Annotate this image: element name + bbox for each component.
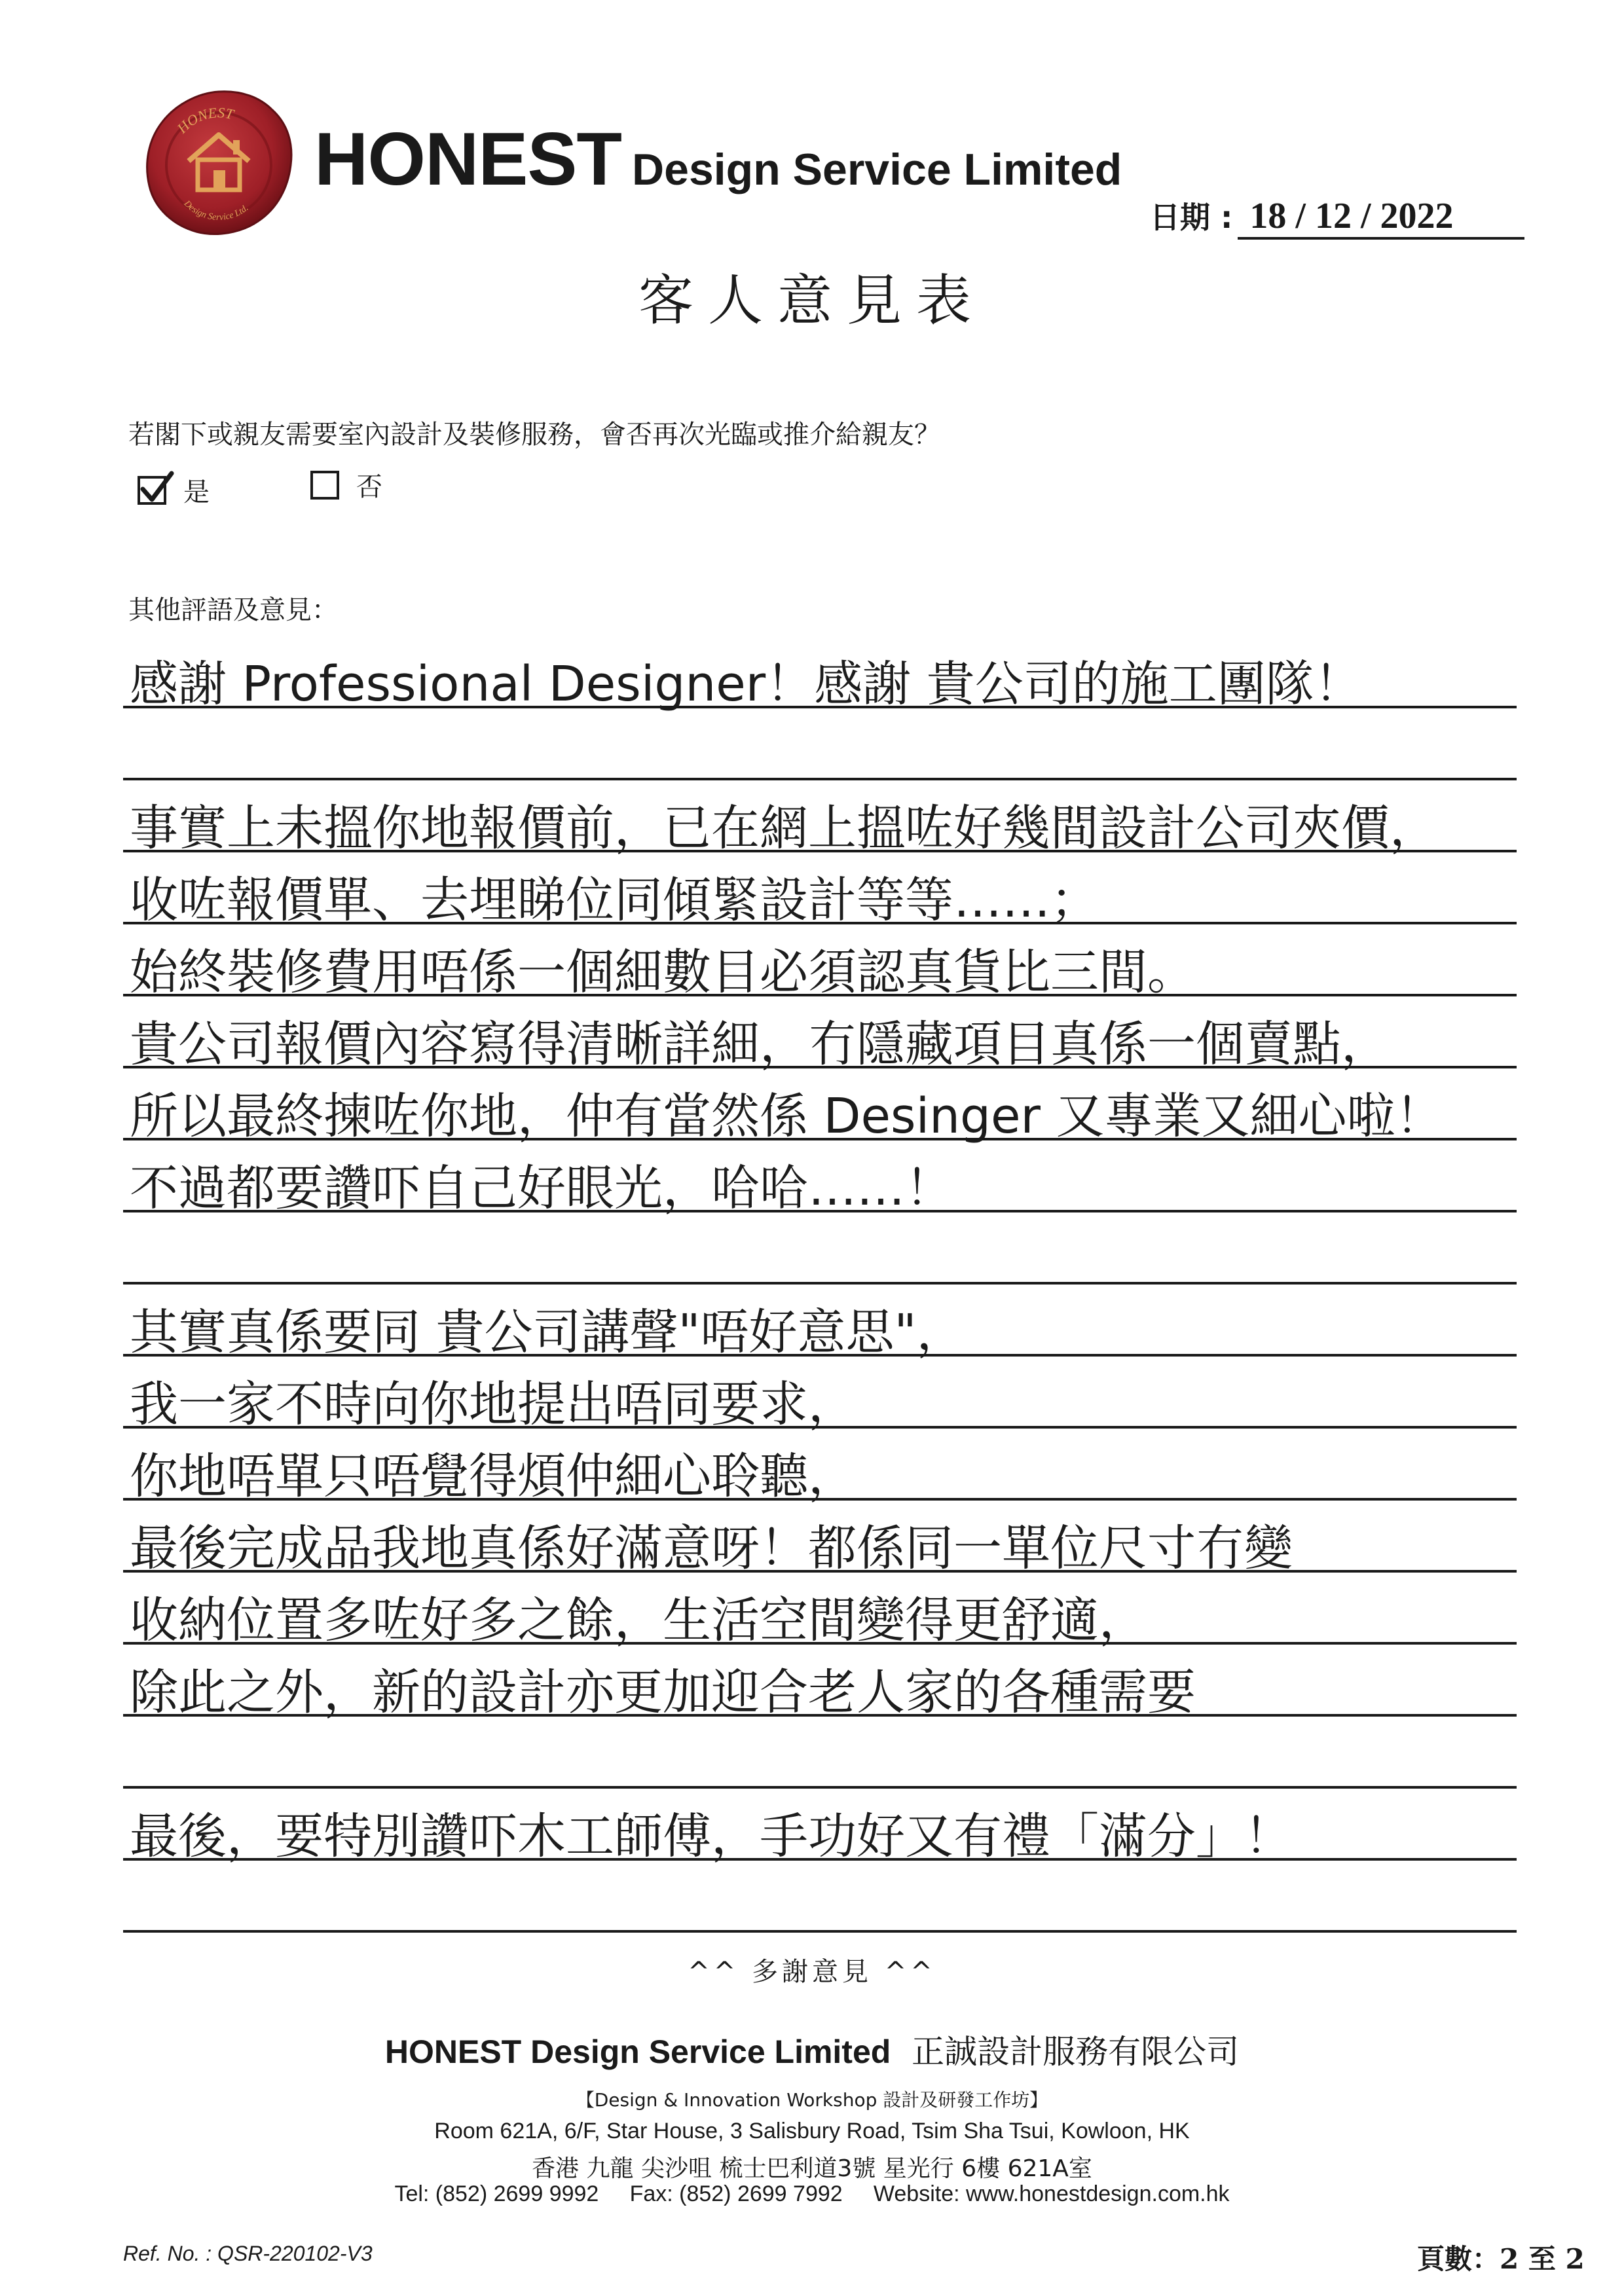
rule-line bbox=[123, 994, 1517, 996]
comment-line-17: 最後，要特別讚吓木工師傅，手功好又有禮「滿分」！ bbox=[130, 1808, 1293, 1865]
rule-line bbox=[123, 778, 1517, 780]
svg-text:HONEST: HONEST bbox=[174, 104, 236, 137]
comment-line-10: 其實真係要同 貴公司講聲"唔好意思"， bbox=[130, 1304, 965, 1360]
comment-line-15: 除此之外，新的設計亦更加迎合老人家的各種需要 bbox=[130, 1664, 1196, 1721]
comment-line-3: 事實上未搵你地報價前，已在網上搵咗好幾間設計公司夾價， bbox=[130, 800, 1438, 856]
rule-line bbox=[123, 1930, 1517, 1933]
rule-line bbox=[123, 1282, 1517, 1285]
comment-line-4: 收咗報價單、去埋睇位同傾緊設計等等……； bbox=[130, 872, 1099, 928]
footer-company-zh: 正誠設計服務有限公司 bbox=[912, 2033, 1240, 2071]
footer-company-en: HONEST Design Service Limited bbox=[384, 2033, 891, 2070]
comments-label: 其他評語及意見： bbox=[128, 595, 338, 625]
comment-line-8: 不過都要讚吓自己好眼光，哈哈……！ bbox=[130, 1160, 953, 1216]
option-no-label: 否 bbox=[356, 472, 382, 502]
rule-line bbox=[123, 1786, 1517, 1789]
checkmark-icon bbox=[138, 469, 177, 509]
reference-number: Ref. No. : QSR-220102-V3 bbox=[123, 2242, 373, 2265]
rule-line bbox=[123, 1570, 1517, 1573]
comment-line-7: 所以最終揀咗你地，仲有當然係 Desinger 又專業又細心啦！ bbox=[130, 1088, 1444, 1144]
option-yes[interactable] bbox=[138, 471, 210, 509]
option-yes-label: 是 bbox=[183, 477, 210, 507]
comment-line-12: 你地唔單只唔覺得煩仲細心聆聽， bbox=[130, 1448, 857, 1504]
rule-line bbox=[123, 1642, 1517, 1645]
rule-line bbox=[123, 706, 1517, 708]
page-number: 頁數：2 至 2 bbox=[1417, 2243, 1585, 2275]
footer-address-zh: 香港 九龍 尖沙咀 梳士巴利道3號 星光行 6樓 621A室 bbox=[532, 2155, 1092, 2182]
referral-question: 若閣下或親友需要室內設計及裝修服務，會否再次光臨或推介給親友？ bbox=[128, 420, 940, 450]
comment-line-1: 感謝 Professional Designer！感謝 貴公司的施工團隊！ bbox=[130, 656, 1363, 712]
svg-text:Design Service Ltd.: Design Service Ltd. bbox=[181, 198, 251, 223]
date-label: 日期 : bbox=[1150, 200, 1233, 235]
company-name-rest: Design Service Limited bbox=[632, 145, 1122, 194]
comment-line-5: 始終裝修費用唔係一個細數目必須認真貨比三間。 bbox=[130, 944, 1196, 1000]
date-value: 18 / 12 / 2022 bbox=[1238, 195, 1524, 240]
comment-line-13: 最後完成品我地真係好滿意呀！都係同一單位尺寸冇變 bbox=[130, 1520, 1293, 1576]
rule-line bbox=[123, 1714, 1517, 1717]
rule-line bbox=[123, 1210, 1517, 1212]
comment-line-14: 收納位置多咗好多之餘，生活空間變得更舒適， bbox=[130, 1592, 1147, 1649]
footer-contact: Tel: (852) 2699 9992 Fax: (852) 2699 7992 Website: www.honestdesign.com.hk bbox=[394, 2181, 1230, 2206]
rule-line bbox=[123, 1354, 1517, 1357]
comment-line-11: 我一家不時向你地提出唔同要求， bbox=[130, 1376, 857, 1432]
option-no[interactable] bbox=[310, 466, 382, 503]
rule-line bbox=[123, 1066, 1517, 1068]
footer-address-en: Room 621A, 6/F, Star House, 3 Salisbury Road, Tsim Sha Tsui, Kowloon, HK bbox=[434, 2119, 1190, 2143]
date-field bbox=[1150, 194, 1524, 240]
rule-line bbox=[123, 1138, 1517, 1140]
rule-line bbox=[123, 1858, 1517, 1861]
form-title: 客人意見表 bbox=[638, 268, 986, 333]
company-seal-logo bbox=[143, 88, 295, 240]
thanks-note: ^^ 多謝意見 ^^ bbox=[688, 1957, 936, 1987]
comment-line-6: 貴公司報價內容寫得清晰詳細，冇隱藏項目真係一個賣點， bbox=[130, 1016, 1390, 1072]
company-name bbox=[314, 117, 1122, 202]
rule-line bbox=[123, 922, 1517, 924]
footer-company bbox=[0, 2026, 1624, 2073]
footer-tagline: 【Design & Innovation Workshop 設計及研發工作坊】 bbox=[576, 2089, 1048, 2111]
rule-line bbox=[123, 1426, 1517, 1429]
checkbox-yes[interactable] bbox=[138, 476, 166, 505]
company-name-main: HONEST bbox=[314, 118, 622, 201]
checkbox-no[interactable] bbox=[310, 471, 339, 500]
rule-line bbox=[123, 1498, 1517, 1501]
rule-line bbox=[123, 850, 1517, 852]
